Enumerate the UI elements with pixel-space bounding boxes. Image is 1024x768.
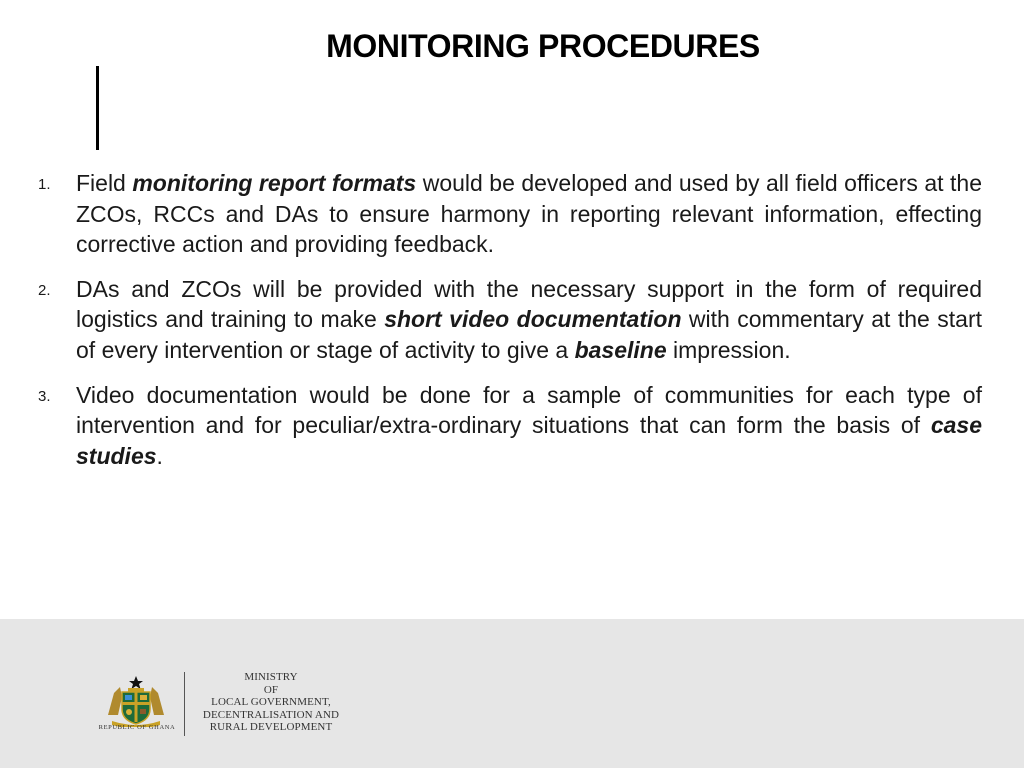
item-emphasis: baseline xyxy=(574,336,667,363)
list-item xyxy=(38,168,982,260)
ministry-line: OF xyxy=(263,683,279,696)
list-item xyxy=(38,380,982,472)
title-accent-line xyxy=(96,66,99,150)
footer-divider xyxy=(184,672,185,736)
item-text: would be developed and used by all field officers at the ZCOs, RCCs and DAs to ensure harmony in reporting relevant information, effecting corrective action and providing feedback. xyxy=(76,170,982,258)
item-text: Field xyxy=(76,170,133,196)
list-item xyxy=(38,274,982,366)
procedure-list xyxy=(38,168,982,485)
item-number: 3. xyxy=(38,387,51,405)
item-text: impression. xyxy=(666,336,791,363)
item-text: DAs and ZCOs will be provided with the necessary support in the form of required logistics and training to make xyxy=(76,275,982,333)
republic-label: REPUBLIC OF GHANA xyxy=(98,724,176,731)
ministry-line: DECENTRALISATION AND xyxy=(202,708,340,721)
ministry-name xyxy=(196,671,346,734)
item-emphasis: case studies xyxy=(76,412,982,469)
slide-title: MONITORING PROCEDURES xyxy=(326,28,760,64)
item-emphasis: short video documentation xyxy=(384,306,682,333)
item-number: 2. xyxy=(38,281,51,299)
item-text: Video documentation would be done for a sample of communities for each type of intervention and for peculiar/extra-ordinary situations that can form the basis of xyxy=(76,381,982,439)
item-text: . xyxy=(156,442,163,469)
ministry-line: MINISTRY xyxy=(244,671,298,683)
item-text: with commentary at the start of every intervention or stage of activity to give a xyxy=(76,306,982,363)
coat-of-arms-icon xyxy=(104,675,168,727)
item-number: 1. xyxy=(38,176,51,193)
ministry-line: RURAL DEVELOPMENT xyxy=(209,721,333,734)
ministry-line: LOCAL GOVERNMENT, xyxy=(211,696,331,709)
item-emphasis: monitoring report formats xyxy=(132,170,417,196)
